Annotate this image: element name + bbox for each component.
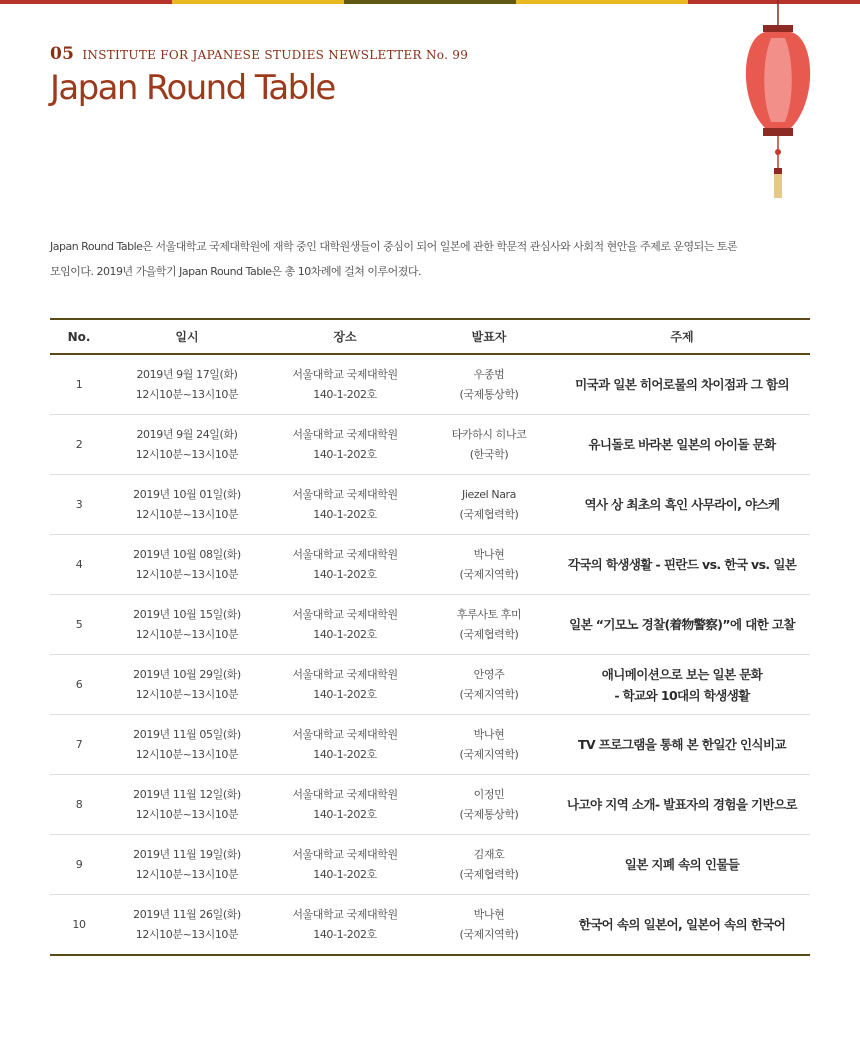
row-time: 12시10분~13시10분 bbox=[135, 747, 239, 761]
cell-no bbox=[50, 415, 108, 475]
row-place: 서울대학교 국제대학원 bbox=[292, 847, 398, 861]
cell-datetime bbox=[108, 655, 266, 715]
row-place: 서울대학교 국제대학원 bbox=[292, 547, 398, 561]
row-place: 서울대학교 국제대학원 bbox=[292, 907, 398, 921]
table-row bbox=[50, 475, 810, 535]
row-number: 4 bbox=[75, 557, 83, 571]
header-date: 일시 bbox=[108, 319, 266, 354]
cell-datetime bbox=[108, 595, 266, 655]
top-bar-segment bbox=[344, 0, 516, 4]
cell-no bbox=[50, 835, 108, 895]
row-topic: 일본 “기모노 경찰(着物警察)”에 대한 고찰 bbox=[569, 617, 795, 632]
cell-no bbox=[50, 895, 108, 956]
row-time: 12시10분~13시10분 bbox=[135, 687, 239, 701]
row-room: 140-1-202호 bbox=[313, 447, 377, 461]
cell-presenter bbox=[424, 354, 554, 415]
cell-no bbox=[50, 475, 108, 535]
top-bar-segment bbox=[172, 0, 344, 4]
cell-datetime bbox=[108, 415, 266, 475]
issue-number: 05 bbox=[50, 44, 75, 64]
row-date: 2019년 10월 15일(화) bbox=[133, 607, 241, 621]
cell-place bbox=[266, 895, 424, 956]
row-number: 7 bbox=[75, 737, 83, 751]
row-room: 140-1-202호 bbox=[313, 867, 377, 881]
row-dept: (국제통상학) bbox=[459, 807, 519, 821]
cell-place bbox=[266, 354, 424, 415]
table-row bbox=[50, 895, 810, 956]
header-no: No. bbox=[50, 319, 108, 354]
row-presenter: 안영주 bbox=[473, 667, 505, 681]
row-room: 140-1-202호 bbox=[313, 687, 377, 701]
header-presenter: 발표자 bbox=[424, 319, 554, 354]
table-row bbox=[50, 715, 810, 775]
row-time: 12시10분~13시10분 bbox=[135, 927, 239, 941]
row-dept: (국제협력학) bbox=[459, 627, 519, 641]
newsletter-kicker bbox=[50, 44, 468, 64]
top-bar-segment bbox=[0, 0, 172, 4]
cell-presenter bbox=[424, 655, 554, 715]
row-room: 140-1-202호 bbox=[313, 567, 377, 581]
row-time: 12시10분~13시10분 bbox=[135, 627, 239, 641]
table-row bbox=[50, 595, 810, 655]
table-row bbox=[50, 415, 810, 475]
cell-datetime bbox=[108, 475, 266, 535]
row-topic-sub: - 학교와 10대의 학생생활 bbox=[614, 687, 750, 703]
row-room: 140-1-202호 bbox=[313, 807, 377, 821]
row-date: 2019년 11월 26일(화) bbox=[133, 907, 241, 921]
row-presenter: 우종범 bbox=[473, 367, 505, 381]
row-number: 6 bbox=[75, 677, 83, 691]
row-number: 5 bbox=[75, 617, 83, 631]
row-dept: (한국학) bbox=[469, 447, 509, 461]
table-header-row bbox=[50, 319, 810, 354]
row-date: 2019년 10월 29일(화) bbox=[133, 667, 241, 681]
row-date: 2019년 11월 12일(화) bbox=[133, 787, 241, 801]
cell-datetime bbox=[108, 895, 266, 956]
row-time: 12시10분~13시10분 bbox=[135, 867, 239, 881]
cell-presenter bbox=[424, 895, 554, 956]
cell-topic bbox=[554, 475, 810, 535]
intro-line-1: Japan Round Table은 서울대학교 국제대학원에 재학 중인 대학원생들이 중심이 되어 일본에 관한 학문적 관심사와 사회적 현안을 주제로 운영되는 토론 bbox=[50, 240, 738, 253]
cell-presenter bbox=[424, 595, 554, 655]
paper-lantern-icon bbox=[738, 0, 818, 200]
row-number: 1 bbox=[75, 377, 83, 391]
header-place: 장소 bbox=[266, 319, 424, 354]
cell-presenter bbox=[424, 475, 554, 535]
row-place: 서울대학교 국제대학원 bbox=[292, 427, 398, 441]
cell-place bbox=[266, 715, 424, 775]
row-time: 12시10분~13시10분 bbox=[135, 507, 239, 521]
row-date: 2019년 9월 17일(화) bbox=[136, 367, 238, 381]
row-topic: 나고야 지역 소개- 발표자의 경험을 기반으로 bbox=[567, 797, 797, 812]
row-time: 12시10분~13시10분 bbox=[135, 807, 239, 821]
row-topic: 일본 지폐 속의 인물들 bbox=[624, 857, 740, 872]
schedule-table bbox=[50, 318, 810, 956]
row-dept: (국제협력학) bbox=[459, 867, 519, 881]
cell-place bbox=[266, 655, 424, 715]
row-dept: (국제지역학) bbox=[459, 687, 519, 701]
cell-no bbox=[50, 354, 108, 415]
cell-no bbox=[50, 775, 108, 835]
row-dept: (국제지역학) bbox=[459, 567, 519, 581]
cell-place bbox=[266, 835, 424, 895]
row-date: 2019년 10월 01일(화) bbox=[133, 487, 241, 501]
row-topic: TV 프로그램을 통해 본 한일간 인식비교 bbox=[578, 737, 786, 752]
row-date: 2019년 11월 05일(화) bbox=[133, 727, 241, 741]
row-date: 2019년 9월 24일(화) bbox=[136, 427, 238, 441]
cell-no bbox=[50, 535, 108, 595]
header-topic: 주제 bbox=[554, 319, 810, 354]
intro-line-2: 모임이다. 2019년 가을학기 Japan Round Table은 총 10차례에 걸쳐 이루어졌다. bbox=[50, 265, 422, 278]
row-room: 140-1-202호 bbox=[313, 747, 377, 761]
lantern-cap bbox=[763, 25, 793, 32]
cell-datetime bbox=[108, 354, 266, 415]
page-title: Japan Round Table bbox=[50, 68, 335, 108]
row-room: 140-1-202호 bbox=[313, 507, 377, 521]
intro-paragraph bbox=[50, 234, 810, 284]
table-row bbox=[50, 535, 810, 595]
row-place: 서울대학교 국제대학원 bbox=[292, 667, 398, 681]
row-topic: 역사 상 최초의 흑인 사무라이, 야스케 bbox=[584, 497, 780, 512]
row-presenter: 김재호 bbox=[473, 847, 505, 861]
row-presenter: 후루사토 후미 bbox=[456, 607, 522, 621]
cell-topic bbox=[554, 354, 810, 415]
row-room: 140-1-202호 bbox=[313, 927, 377, 941]
cell-presenter bbox=[424, 775, 554, 835]
cell-topic bbox=[554, 535, 810, 595]
cell-place bbox=[266, 535, 424, 595]
row-date: 2019년 11월 19일(화) bbox=[133, 847, 241, 861]
row-place: 서울대학교 국제대학원 bbox=[292, 487, 398, 501]
cell-place bbox=[266, 595, 424, 655]
cell-topic bbox=[554, 715, 810, 775]
cell-datetime bbox=[108, 775, 266, 835]
row-number: 9 bbox=[75, 857, 83, 871]
cell-place bbox=[266, 475, 424, 535]
row-topic: 각국의 학생생활 - 핀란드 vs. 한국 vs. 일본 bbox=[567, 557, 797, 572]
row-dept: (국제협력학) bbox=[459, 507, 519, 521]
row-place: 서울대학교 국제대학원 bbox=[292, 367, 398, 381]
row-dept: (국제지역학) bbox=[459, 747, 519, 761]
table-row bbox=[50, 835, 810, 895]
row-topic: 유니돌로 바라본 일본의 아이돌 문화 bbox=[588, 437, 776, 452]
cell-no bbox=[50, 595, 108, 655]
row-number: 3 bbox=[75, 497, 83, 511]
cell-datetime bbox=[108, 835, 266, 895]
row-time: 12시10분~13시10분 bbox=[135, 447, 239, 461]
row-presenter: Jiezel Nara bbox=[462, 487, 516, 501]
row-place: 서울대학교 국제대학원 bbox=[292, 607, 398, 621]
cell-presenter bbox=[424, 415, 554, 475]
row-number: 2 bbox=[75, 437, 83, 451]
row-dept: (국제지역학) bbox=[459, 927, 519, 941]
cell-datetime bbox=[108, 715, 266, 775]
lantern-tassel bbox=[775, 174, 781, 198]
row-topic: 한국어 속의 일본어, 일본어 속의 한국어 bbox=[578, 917, 786, 932]
page-header bbox=[50, 44, 468, 108]
table-row bbox=[50, 354, 810, 415]
top-bar-segment bbox=[516, 0, 688, 4]
cell-topic bbox=[554, 655, 810, 715]
row-presenter: 타카하시 히나코 bbox=[451, 427, 527, 441]
row-dept: (국제통상학) bbox=[459, 387, 519, 401]
row-presenter: 박나현 bbox=[473, 547, 505, 561]
cell-place bbox=[266, 775, 424, 835]
row-topic: 미국과 일본 히어로물의 차이점과 그 함의 bbox=[575, 377, 789, 392]
cell-place bbox=[266, 415, 424, 475]
cell-topic bbox=[554, 775, 810, 835]
cell-topic bbox=[554, 595, 810, 655]
cell-presenter bbox=[424, 835, 554, 895]
row-place: 서울대학교 국제대학원 bbox=[292, 787, 398, 801]
row-place: 서울대학교 국제대학원 bbox=[292, 727, 398, 741]
row-presenter: 박나현 bbox=[473, 907, 505, 921]
row-number: 10 bbox=[72, 917, 86, 931]
top-color-bar bbox=[0, 0, 860, 4]
row-presenter: 이정민 bbox=[473, 787, 505, 801]
cell-presenter bbox=[424, 715, 554, 775]
row-time: 12시10분~13시10분 bbox=[135, 387, 239, 401]
row-time: 12시10분~13시10분 bbox=[135, 567, 239, 581]
cell-topic bbox=[554, 835, 810, 895]
cell-no bbox=[50, 655, 108, 715]
cell-topic bbox=[554, 895, 810, 956]
row-presenter: 박나현 bbox=[473, 727, 505, 741]
lantern-base bbox=[763, 128, 793, 136]
row-room: 140-1-202호 bbox=[313, 627, 377, 641]
cell-topic bbox=[554, 415, 810, 475]
cell-presenter bbox=[424, 535, 554, 595]
row-room: 140-1-202호 bbox=[313, 387, 377, 401]
table-row bbox=[50, 655, 810, 715]
table-body bbox=[50, 354, 810, 955]
table-row bbox=[50, 775, 810, 835]
cell-datetime bbox=[108, 535, 266, 595]
row-topic: 애니메이션으로 보는 일본 문화 bbox=[601, 666, 763, 682]
newsletter-name: INSTITUTE FOR JAPANESE STUDIES NEWSLETTER No. 99 bbox=[82, 48, 469, 62]
row-number: 8 bbox=[75, 797, 83, 811]
cell-no bbox=[50, 715, 108, 775]
row-date: 2019년 10월 08일(화) bbox=[133, 547, 241, 561]
